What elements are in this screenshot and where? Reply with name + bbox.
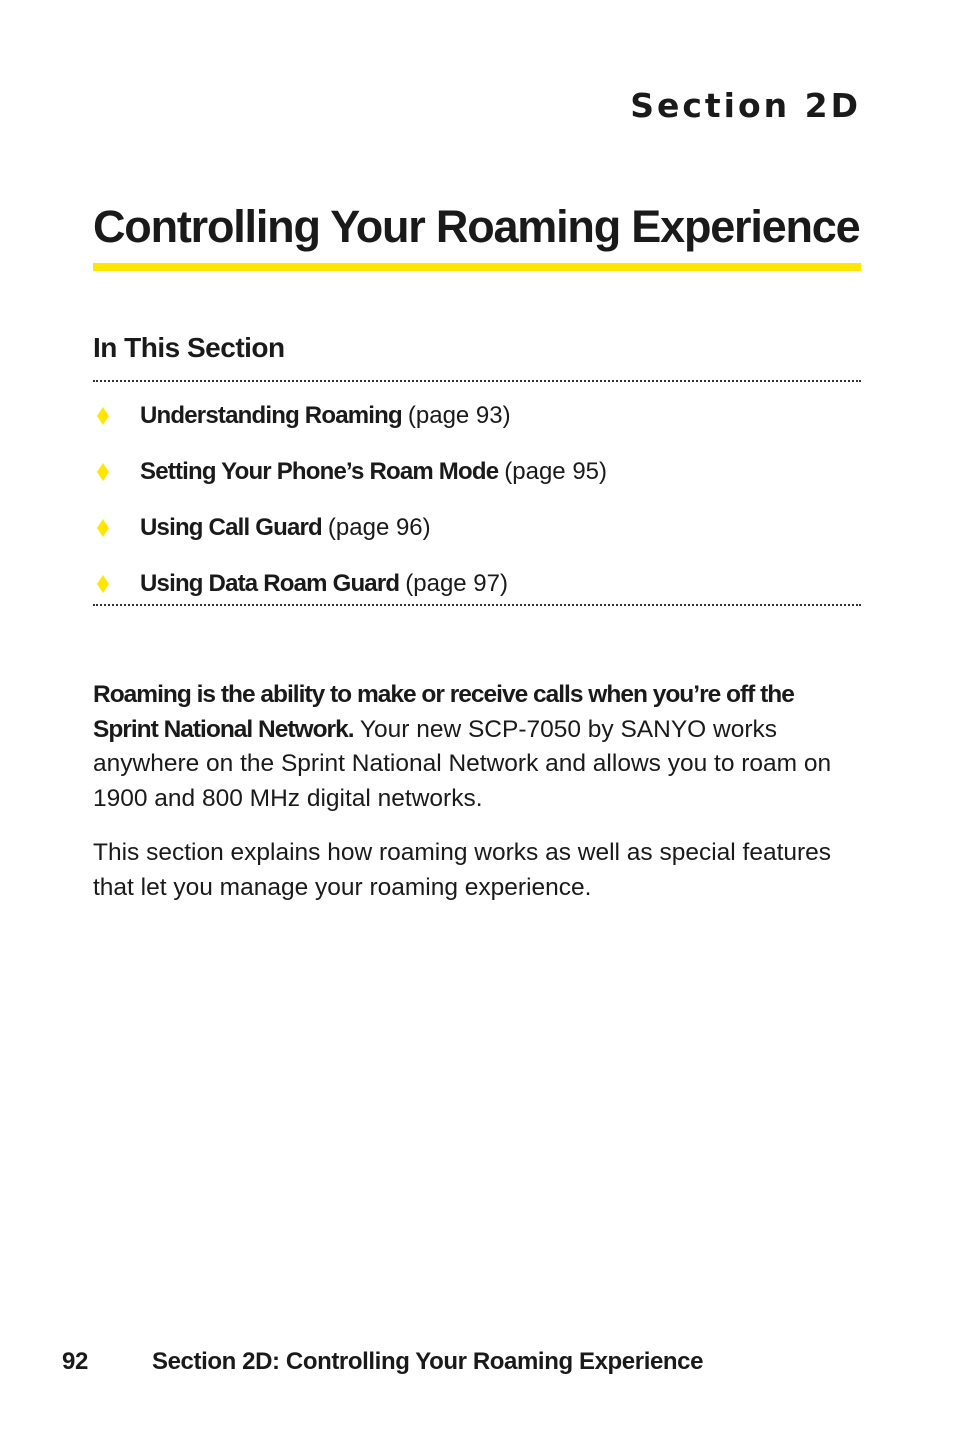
toc-item-title[interactable]: Understanding Roaming (140, 402, 402, 429)
intro-paragraph (93, 678, 833, 816)
toc-item-page: (page 96) (327, 514, 431, 541)
running-title: Section 2D: Controlling Your Roaming Experience (152, 1348, 704, 1375)
page-number: 92 (62, 1348, 88, 1375)
toc-item-page: (page 97) (405, 570, 508, 597)
toc-item-page: (page 93) (407, 402, 511, 429)
diamond-bullet-icon (93, 519, 140, 537)
list-item (93, 500, 861, 556)
in-this-section-heading: In This Section (93, 332, 285, 363)
intro-lead: Roaming is the ability to make or receive calls when you’re off the Sprint National Network. (93, 681, 794, 743)
dotted-divider-top (93, 380, 861, 382)
diamond-bullet-icon (93, 407, 140, 425)
toc-item-title[interactable]: Using Call Guard (140, 514, 322, 541)
chapter-title: Controlling Your Roaming Experience (93, 201, 860, 252)
diamond-bullet-icon (93, 575, 140, 593)
toc-item-page: (page 95) (504, 458, 608, 485)
section-label: Section 2D (630, 86, 861, 125)
explanation-paragraph: This section explains how roaming works as well as special features that let you manage your roaming experience. (93, 839, 832, 901)
section-contents-list (93, 388, 861, 612)
dotted-divider-bottom (93, 604, 861, 606)
title-underline (93, 263, 861, 271)
diamond-bullet-icon (93, 463, 140, 481)
list-item (93, 388, 861, 444)
intro-rest: Your new SCP-7050 by SANYO works anywhere on the Sprint National Network and allows you to roam on 1900 and 800 MHz digital networks. (93, 715, 832, 812)
list-item (93, 444, 861, 500)
toc-item-title[interactable]: Setting Your Phone’s Roam Mode (140, 458, 499, 485)
toc-item-title[interactable]: Using Data Roam Guard (140, 570, 400, 597)
page-footer (62, 1348, 703, 1376)
